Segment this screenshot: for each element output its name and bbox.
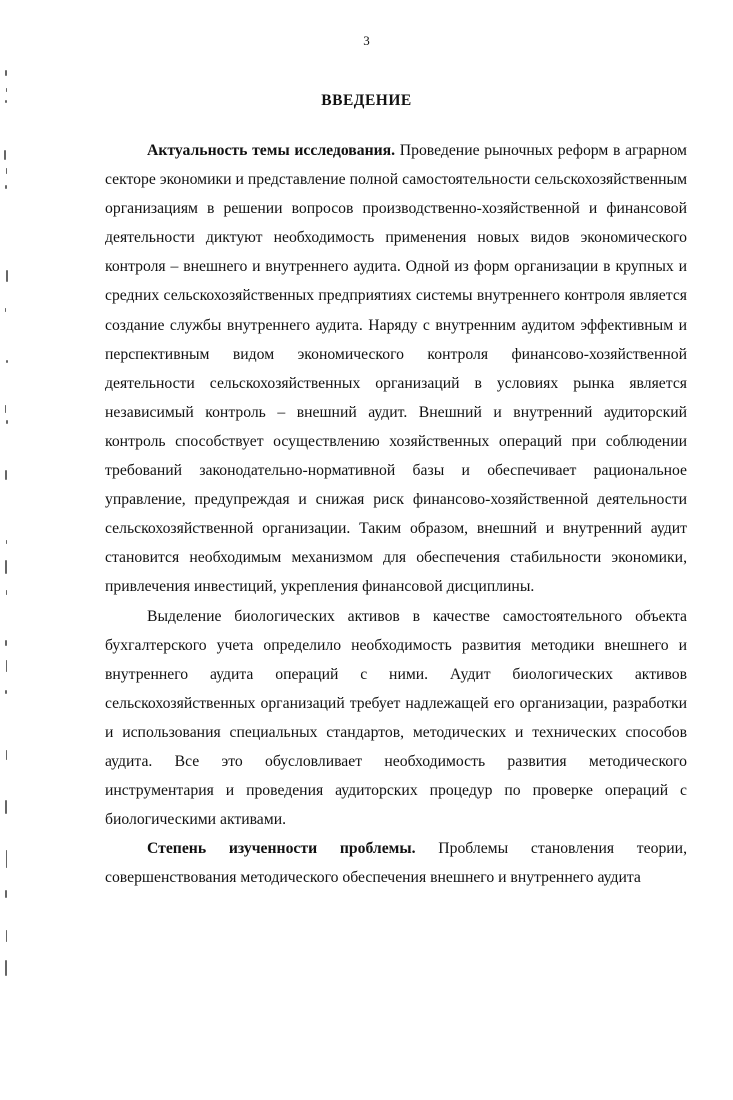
- paragraph-lead: Актуальность темы исследования.: [147, 142, 396, 159]
- paragraph-research-degree: [105, 834, 687, 892]
- page-title: ВВЕДЕНИЕ: [321, 92, 412, 109]
- page-number: 3: [363, 33, 370, 48]
- paragraph-biological-assets: [105, 602, 687, 835]
- paragraph-relevance: [105, 136, 687, 602]
- paragraph-text: Проблемы становления теории, совершенствования методического обеспечения внешнего и внутреннего аудита: [105, 840, 687, 887]
- paragraph-text: Проведение рыночных реформ в аграрном секторе экономики и представление полной самостоятельности сельскохозяйственным организациям в решении вопросов производственно-хозяйственной и финансовой деятельности диктуют необходимость применения новых видов экономического контроля – внешнего и внутреннего аудита. Одной из форм организации в крупных и средних сельскохозяйственных предприятиях системы внутреннего контроля является создание службы внутреннего аудита. Наряду с внутренним аудитом эффективным и перспективным видом экономического контроля финансово-хозяйственной деятельности сельскохозяйственных организаций в условиях рынка является независимый контроль – внешний аудит. Внешний и внутренний аудиторский контроль способствует осуществлению хозяйственных операций при соблюдении требований законодательно-нормативной базы и обеспечивает рациональное управление, предупреждая и снижая риск финансово-хозяйственной деятельности сельскохозяйственной организации. Таким образом, внешний и внутренний аудит становится необходимым механизмом для обеспечения стабильности экономики, привлечения инвестиций, укрепления финансовой дисциплины.: [105, 142, 687, 596]
- paragraph-text: Выделение биологических активов в качестве самостоятельного объекта бухгалтерского учета определило необходимость развития методики внешнего и внутреннего аудита операций с ними. Аудит биологических активов сельскохозяйственных организаций требует надлежащей его организации, разработки и использования специальных стандартов, методических и технических способов аудита. Все это обусловливает необходимость развития методического инструментария и проведения аудиторских процедур по проверке операций с биологическими активами.: [105, 607, 687, 829]
- scan-margin-artifacts: [0, 60, 14, 1020]
- document-body: [105, 136, 687, 892]
- paragraph-lead: Степень изученности проблемы.: [147, 840, 416, 858]
